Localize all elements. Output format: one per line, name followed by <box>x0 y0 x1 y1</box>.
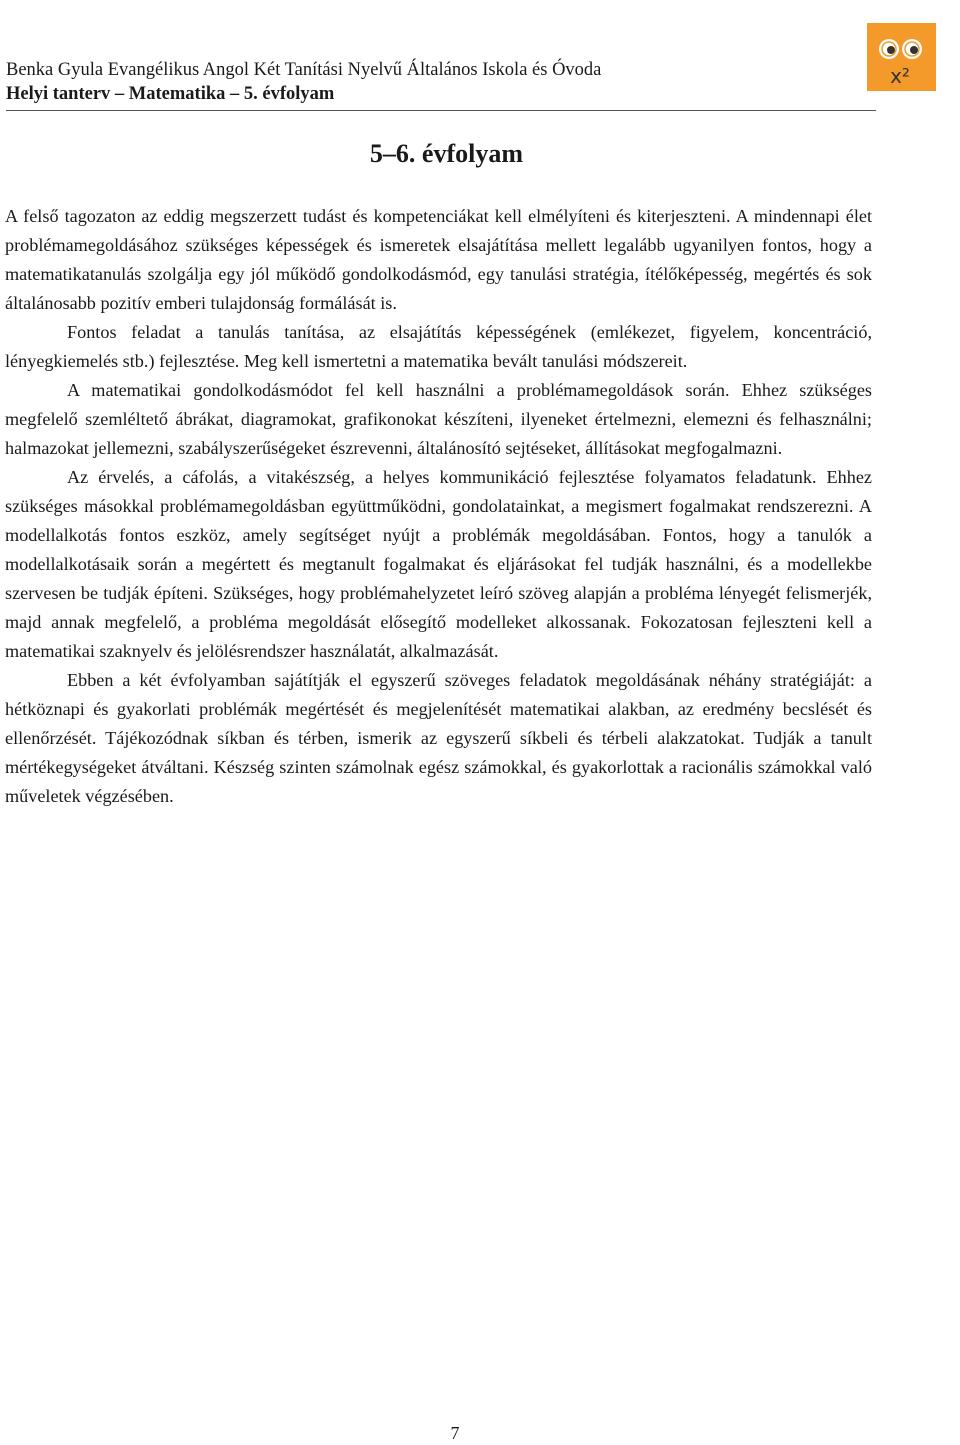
paragraph-4: Az érvelés, a cáfolás, a vitakészség, a helyes kommunikáció fejlesztése folyamatos feladatunk. Ehhez szükséges másokkal problémamegoldásban együttműködni, gondolatainkat, a megismert fogalmakat rendszerezni. A modellalkotás fontos eszköz, amely segítséget nyújt a problémák megoldásában. Fontos, hogy a tanulók a modellalkotásaik során a megértett és megtanult fogalmakat és eljárásokat fel tudják használni, és a modellekbe szervesen be tudják építeni. Szükséges, hogy problémahelyzetet leíró szöveg alapján a probléma lényegét felismerjék, majd annak megfelelő, a probléma megoldását elősegítő modelleket alkossanak. Fokozatosan fejleszteni kell a matematikai szaknyelv és jelölésrendszer használatát, alkalmazását. <box>5 467 872 661</box>
header-school-name: Benka Gyula Evangélikus Angol Két Tanítási Nyelvű Általános Iskola és Óvoda <box>6 60 602 80</box>
paragraph-5: Ebben a két évfolyamban sajátítják el egyszerű szöveges feladatok megoldásának néhány stratégiáját: a hétköznapi és gyakorlati problémák megértését és megjelenítését matematikai alakban, az eredmény becslését és ellenőrzését. Tájékozódnak síkban és térben, ismerik az egyszerű síkbeli és térbeli alakzatokat. Tudják a tanult mértékegységeket átváltani. Készség szinten számolnak egész számokkal, és gyakorlottak a racionális számokkal való műveletek végzésében. <box>5 670 872 806</box>
owl-eyes-icon <box>867 23 936 91</box>
header-divider <box>6 110 876 111</box>
school-logo <box>867 23 936 91</box>
paragraph-3: A matematikai gondolkodásmódot fel kell használni a problémamegoldások során. Ehhez szükséges megfelelő szemléltető ábrákat, diagramokat, grafikonokat készíteni, ilyeneket értelmezni, elemezni és felhasználni; halmazokat jellemezni, szabályszerűségeket észrevenni, általánosító sejtéseket, állításokat megfogalmazni. <box>5 380 872 458</box>
paragraph-1: A felső tagozaton az eddig megszerzett tudást és kompetenciákat kell elmélyíteni és kiterjeszteni. A mindennapi élet problémamegoldásához szükséges képességek és ismeretek elsajátítása mellett legalább ugyanilyen fontos, hogy a matematikatanulás szolgálja egy jól működő gondolkodásmód, egy tanulási stratégia, ítélőképesség, megértés és sok általánosabb pozitív emberi tulajdonság formálását is. <box>5 206 872 313</box>
body-text <box>5 202 872 811</box>
section-title: 5–6. évfolyam <box>369 139 523 168</box>
header-subject: Helyi tanterv – Matematika – 5. évfolyam <box>6 84 335 104</box>
paragraph-2: Fontos feladat a tanulás tanítása, az elsajátítás képességének (emlékezet, figyelem, koncentráció, lényegkiemelés stb.) fejlesztése. Meg kell ismertetni a matematika bevált tanulási módszereit. <box>5 322 872 371</box>
logo-text: x² <box>890 64 910 88</box>
page-header <box>6 58 876 106</box>
page-number: 7 <box>450 1423 460 1443</box>
section-title-wrap <box>0 138 874 170</box>
